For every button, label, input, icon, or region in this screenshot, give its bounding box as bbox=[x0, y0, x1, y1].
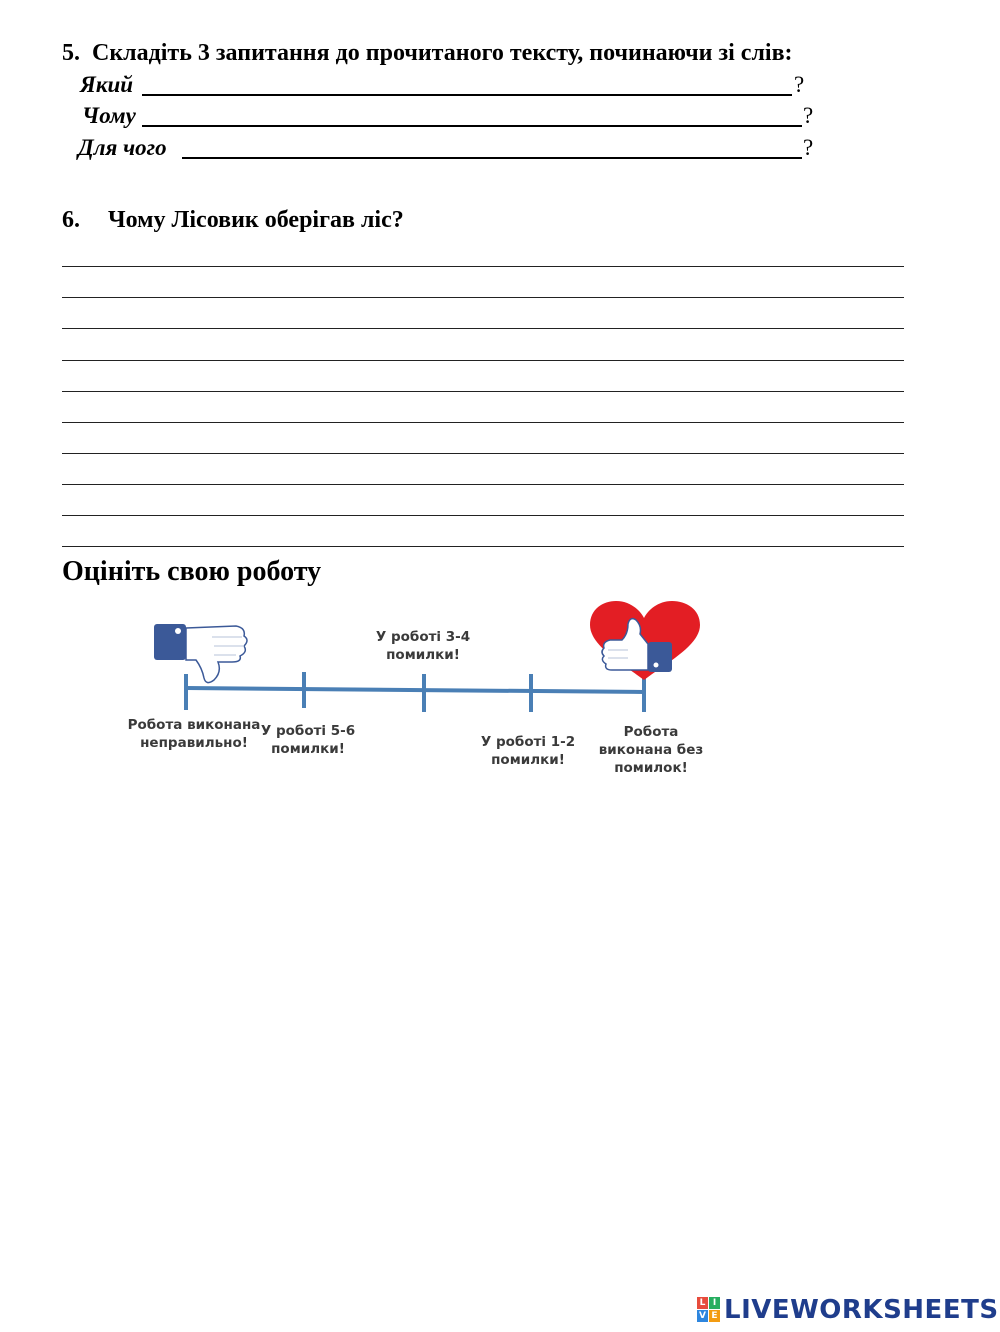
prompt-end-yakyi: ? bbox=[794, 72, 805, 97]
logo-letter-i: I bbox=[709, 1297, 720, 1309]
question-5-text: Складіть 3 запитання до прочитаного тексту, починаючи зі слів: bbox=[92, 40, 793, 66]
scale-label-no-errors: Робота виконана без помилок! bbox=[598, 724, 704, 776]
scale-label-3-4: У роботі 3-4 помилки! bbox=[375, 629, 471, 663]
logo-letter-v: V bbox=[697, 1310, 708, 1322]
scale-line bbox=[186, 672, 645, 712]
self-assessment-title: Оцініть свою роботу bbox=[62, 556, 322, 587]
liveworksheets-logo-icon bbox=[697, 1297, 721, 1323]
prompt-word-dlia-choho: Для чого bbox=[78, 135, 167, 160]
prompt-word-yakyi: Який bbox=[80, 72, 134, 97]
liveworksheets-brand[interactable]: LIVEWORKSHEETS bbox=[724, 1295, 999, 1325]
thumbs-down-icon bbox=[154, 624, 247, 683]
scale-label-incorrect: Робота виконана неправильно! bbox=[127, 717, 261, 751]
prompt-word-chomu: Чому bbox=[82, 103, 136, 128]
prompt-end-dlia-choho: ? bbox=[803, 135, 814, 160]
question-6-text: Чому Лісовик оберігав ліс? bbox=[108, 207, 404, 233]
scale-label-5-6: У роботі 5-6 помилки! bbox=[260, 723, 356, 757]
scale-label-1-2: У роботі 1-2 помилки! bbox=[480, 734, 576, 768]
logo-letter-l: L bbox=[697, 1297, 708, 1309]
prompt-end-chomu: ? bbox=[803, 103, 814, 128]
question-6-number: 6. bbox=[62, 207, 80, 233]
question-5-number: 5. bbox=[62, 40, 80, 66]
logo-letter-e: E bbox=[709, 1310, 720, 1322]
